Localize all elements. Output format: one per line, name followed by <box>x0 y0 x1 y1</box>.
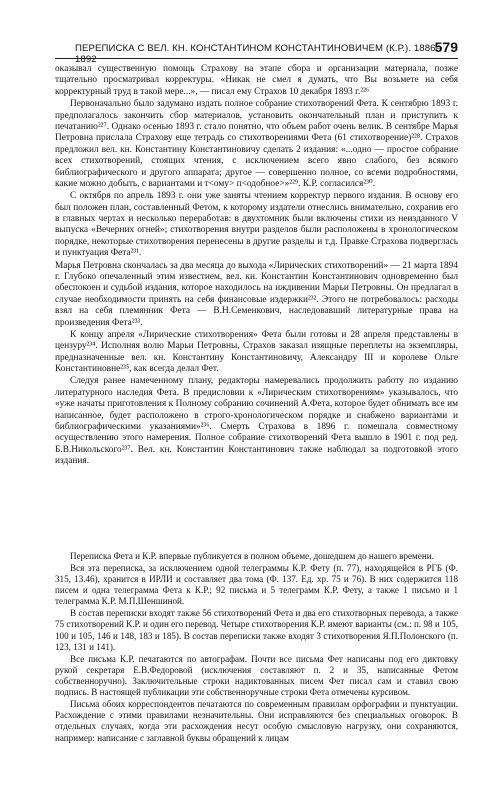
page-number: 579 <box>434 39 458 55</box>
note-paragraph: Письма обоих корреспондентов печатаются по современным правилам орфографии и пунктуации. Расхождение с этими правилами незначительны. Они исправляются без специальных оговорок. В отдельных случаях, когда эти расхождения несут особую смысловую нагрузку, они сохраняются, например: написание с заглавной буквы обращений к лицам <box>55 699 458 743</box>
note-paragraph: Переписка Фета и К.Р. впервые публикуется в полном объеме, дошедшем до нашего времени. <box>70 551 434 561</box>
paragraph: оказывал существенную помощь Страхову на этапе сбора и организации материала, позже тщательно просматривал корректуры. «Никак не смел я думать, что Вы возьмете на себя корректурный труд в такой мере...», — писал ему Страхов 10 декабря 1893 г.²²⁶ <box>55 64 458 97</box>
paragraph: Следуя ранее намеченному плану, редакторы намеревались продолжить работу по изданию литературного наследия Фета. В предисловии к «Лирическим стихотворениям» указывалось, что «уже начаты приготовления к Полному собранию сочинений А.Фета, которое будет обнимать все им написанное, будет расположено в строго-хронологическом порядке и снабжено вариантами и библиографическими указаниями»²³⁶. Смерть Страхова в 1896 г. помешала совместному осуществлению этого намерения. Полное собрание стихотворений Фета вышло в 1901 г. под ред. Б.В.Никольского²³⁷. Вел. кн. Константин Константинович также наблюдал за подготовкой этого издания. <box>55 376 458 467</box>
note-paragraph: Все письма К.Р. печатаются по автографам. Почти все письма Фет написаны под его диктовку рукой секретаря Е.В.Федоровой (исключения составляют п. 2 и 35, написанные Фетом собственноручно). Заключительные строки надиктованных писем Фет писал сам и ставил свою подпись. В настоящей публикации эти собственноручные строки Фета отмечены курсивом. <box>55 653 458 698</box>
note-paragraph: В состав переписки входят также 56 стихотворений Фета и два его стихотворных перевода, а также 75 стихотворений К.Р. и один его перевод. Четыре стихотворения К.Р. имеют варианты (см.: п. 98 и 105, 100 и 105, 146 и 148, 183 и 185). В состав переписки также входят 3 стихотворения Я.П.Полонского (п. 123, 131 и 141). <box>55 608 458 652</box>
textual-notes <box>55 551 458 744</box>
running-head-title: ПЕРЕПИСКА С ВЕЛ. КН. КОНСТАНТИНОМ КОНСТАНТИНОВИЧЕМ (К.Р.). 1886–1892 <box>75 43 442 65</box>
note-paragraph: Вся эта переписка, за исключением одной телеграммы К.Р. Фету (п. 77), находящейся в РГБ (Ф. 315, 13.46), хранится в ИРЛИ и составляет два тома (Ф. 137. Ед. хр. 75 и 76). В них содержится 118 писем и одна телеграмма Фета к К.Р.; 92 письма и 5 телеграмм К.Р. Фету, а также 1 письмо и 1 телеграмма К.Р. М.П.Шеншиной. <box>55 562 458 607</box>
main-text <box>55 64 458 468</box>
paragraph: Первоначально было задумано издать полное собрание стихотворений Фета. К сентябрю 1893 г. предполагалось закончить сбор материалов, установить окончательный план и приступить к печатанию²²⁷. Однако осенью 1893 г. стало понятно, что объем работ очень велик. В сентябре Марья Петровна прислала Страхову еще тетрадь со стихотворениями Фета (61 стихотворение)²²⁸. Страхов предложил вел. кн. Константину Константиновичу сделать 2 издания: «...одно — простое собрание всех стихотворений, стоящих чтения, с исключением всего явно слабого, без всякого библиографического и другого аппарата; другое — совершенно полное, со всеми подробностями, какие можно добыть, с вариантами и т<ому> п<одобное>»²²⁹. К.Р. согласился²³⁰. <box>55 99 458 189</box>
running-header <box>55 39 458 65</box>
paragraph: С октября по апрель 1893 г. они уже заняты чтением корректур первого издания. В основу его был положен план, составленный Фетом, к которому издатели отнеслись внимательно, сохранив его в главных чертах и несколько переработав: в двухтомник были включены стихи из неизданного V выпуска «Вечерних огней»; стихотворения внутри разделов были расположены в хронологическом порядке, некоторые стихотворения перенесены в другие разделы и т.д. Правке Страхова подверглась и пунктуация Фета²³¹. <box>55 191 458 259</box>
paragraph: Марья Петровна скончалась за два месяца до выхода «Лирических стихотворений» — 21 марта 1894 г. Глубоко опечаленный этим известием, вел. кн. Константин Константинович одновременно был обеспокоен и судьбой издания, которое находилось на иждивении Марьи Петровны. Он предлагал в случае необходимости принять на себя финансовые издержки²³². Этого не потребовалось: расходы взял на себя племянник Фета — В.Н.Семенкович, наследовавший литературные права на произведения Фета²³³. <box>55 260 458 328</box>
paragraph: К концу апреля «Лирические стихотворения» Фета были готовы и 28 апреля представлены в цензуру²³⁴. Исполняя волю Марьи Петровны, Страхов заказал изящные переплеты на экземпляры, предназначенные вел. кн. Константину Константиновичу, Александру III и королеве Ольге Константиновне²³⁵, как всегда делал Фет. <box>55 329 458 375</box>
